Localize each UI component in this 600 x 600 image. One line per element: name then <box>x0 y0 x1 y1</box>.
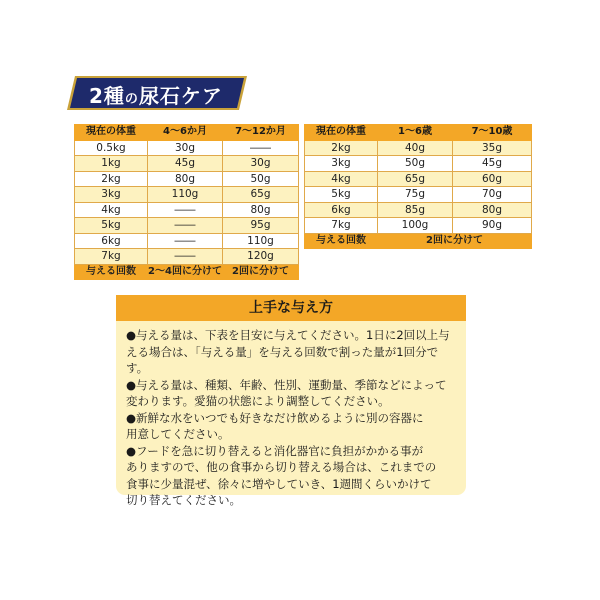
cell-amount: 45g <box>148 156 223 172</box>
table-row <box>75 249 299 265</box>
table-row <box>75 156 299 172</box>
cell-amount: ―― <box>223 140 299 156</box>
table-row <box>305 156 532 172</box>
cell-amount: 110g <box>223 233 299 249</box>
cell-weight: 5kg <box>305 187 378 203</box>
cell-weight: 7kg <box>305 218 378 234</box>
footer-frequency: 2回に分けて <box>223 264 299 280</box>
guide-line: ●フードを急に切り替えると消化器官に負担がかかる事が <box>126 443 424 458</box>
header-weight: 現在の体重 <box>75 125 148 141</box>
feeding-table-adult <box>304 124 532 249</box>
header-age-2: 7～12か月 <box>223 125 299 141</box>
cell-amount: 85g <box>378 202 453 218</box>
cell-amount: 65g <box>378 171 453 187</box>
cell-amount: 60g <box>453 171 532 187</box>
cell-amount: ―― <box>148 249 223 265</box>
header-age-1: 4～6か月 <box>148 125 223 141</box>
table-row <box>305 202 532 218</box>
cell-amount: 40g <box>378 140 453 156</box>
guide-line: 食事に少量混ぜ、徐々に増やしていき、1週間くらいかけて <box>126 476 432 491</box>
table-row <box>75 233 299 249</box>
cell-amount: 75g <box>378 187 453 203</box>
table-row <box>305 187 532 203</box>
table-row <box>75 140 299 156</box>
table-header-row <box>75 125 299 141</box>
cell-amount: 80g <box>148 171 223 187</box>
cell-amount: 120g <box>223 249 299 265</box>
banner-title-rest: 尿石ケア <box>138 84 223 108</box>
guide-line: 用意してください。 <box>126 427 230 441</box>
cell-weight: 0.5kg <box>75 140 148 156</box>
cell-weight: 2kg <box>305 140 378 156</box>
banner-title-particle: の <box>124 92 139 107</box>
cell-weight: 4kg <box>75 202 148 218</box>
guide-line: 変わります。愛猫の状態により調整してください。 <box>126 394 390 408</box>
table-row <box>305 171 532 187</box>
guide-line: ありますので、他の食事から切り替える場合は、これまでの <box>126 460 437 474</box>
feeding-guide-panel <box>116 295 466 507</box>
cell-weight: 5kg <box>75 218 148 234</box>
footer-label: 与える回数 <box>75 264 148 280</box>
cell-weight: 3kg <box>75 187 148 203</box>
cell-weight: 7kg <box>75 249 148 265</box>
footer-label: 与える回数 <box>305 233 378 249</box>
cell-amount: 70g <box>453 187 532 203</box>
guide-line: ●与える量は、種類、年齢、性別、運動量、季節などによって <box>126 377 447 392</box>
cell-amount: 50g <box>223 171 299 187</box>
table-row <box>75 218 299 234</box>
banner-title <box>89 80 223 109</box>
cell-amount: ―― <box>148 202 223 218</box>
cell-amount: 110g <box>148 187 223 203</box>
cell-amount: 65g <box>223 187 299 203</box>
cell-weight: 6kg <box>305 202 378 218</box>
table-row <box>305 218 532 234</box>
cell-amount: 90g <box>453 218 532 234</box>
cell-amount: 30g <box>223 156 299 172</box>
header-age-1: 1～6歳 <box>378 125 453 141</box>
table-row <box>75 171 299 187</box>
cell-amount: ―― <box>148 233 223 249</box>
table-row <box>305 140 532 156</box>
cell-weight: 4kg <box>305 171 378 187</box>
cell-amount: 50g <box>378 156 453 172</box>
cell-amount: 45g <box>453 156 532 172</box>
feeding-table-kitten <box>74 124 299 280</box>
table-row <box>75 187 299 203</box>
cell-amount: 100g <box>378 218 453 234</box>
cell-amount: ―― <box>148 218 223 234</box>
cell-weight: 3kg <box>305 156 378 172</box>
header-weight: 現在の体重 <box>305 125 378 141</box>
cell-weight: 6kg <box>75 233 148 249</box>
guide-line: ●与える量は、下表を目安に与えてください。1日に2回以上与 <box>126 328 450 342</box>
footer-frequency: 2～4回に分けて <box>148 264 223 280</box>
footer-frequency: 2回に分けて <box>378 233 532 249</box>
cell-amount: 80g <box>223 202 299 218</box>
guide-title: 上手な与え方 <box>116 295 466 321</box>
table-header-row <box>305 125 532 141</box>
table-row <box>75 202 299 218</box>
guide-line: 切り替えてください。 <box>126 493 241 507</box>
cell-amount: 95g <box>223 218 299 234</box>
guide-line: える場合は、「与える量」を与える回数で割った量が1回分です。 <box>126 344 439 375</box>
section-banner <box>67 74 247 112</box>
table-footer-row <box>305 233 532 249</box>
cell-weight: 1kg <box>75 156 148 172</box>
cell-amount: 30g <box>148 140 223 156</box>
guide-body <box>116 321 466 509</box>
cell-weight: 2kg <box>75 171 148 187</box>
cell-amount: 35g <box>453 140 532 156</box>
banner-title-main: 2種 <box>89 84 125 108</box>
table-footer-row <box>75 264 299 280</box>
guide-line: ●新鮮な水をいつでも好きなだけ飲めるように別の容器に <box>126 410 424 425</box>
cell-amount: 80g <box>453 202 532 218</box>
header-age-2: 7～10歳 <box>453 125 532 141</box>
